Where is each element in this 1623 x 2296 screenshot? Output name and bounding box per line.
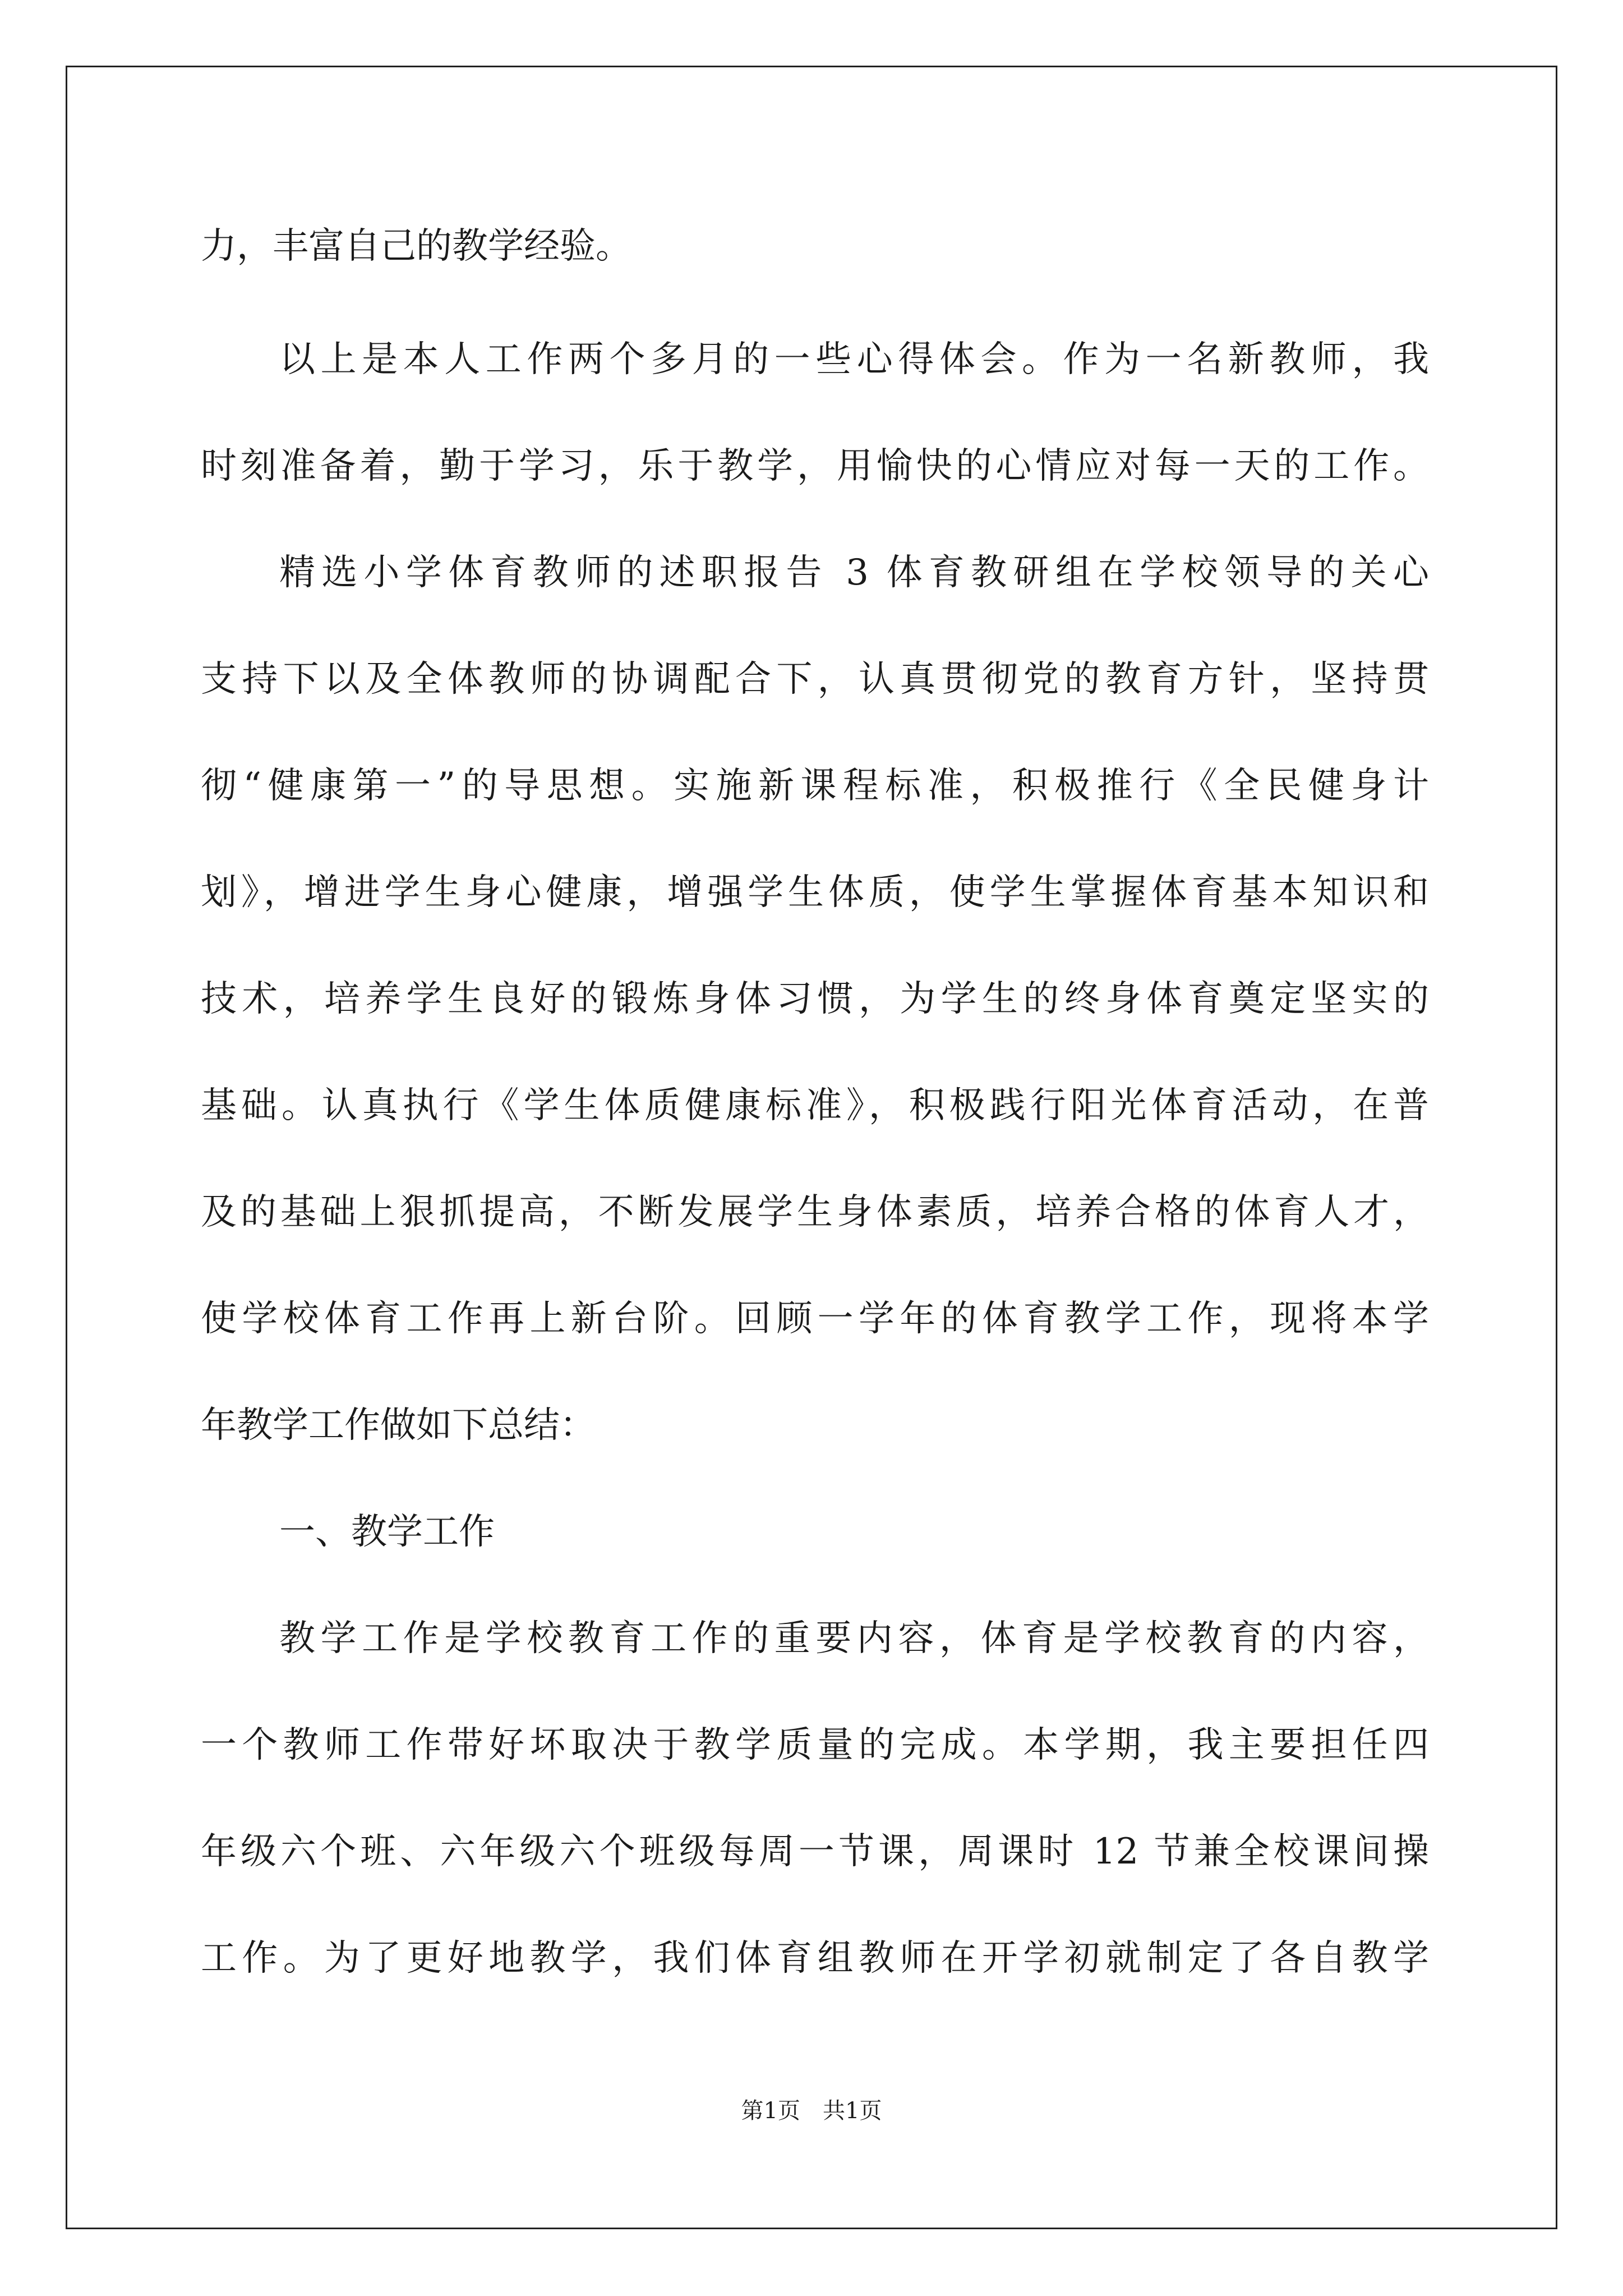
- page-footer: 第1页 共1页: [741, 2098, 882, 2124]
- paragraph-line: 时刻准备着，勤于学习，乐于教学，用愉快的心情应对每一天的工作。: [201, 445, 1429, 487]
- paragraph-line: 支持下以及全体教师的协调配合下，认真贯彻党的教育方针，坚持贯: [201, 659, 1429, 700]
- paragraph-line: 技术，培养学生良好的锻炼身体习惯，为学生的终身体育奠定坚实的: [201, 978, 1429, 1020]
- paragraph-line: 基础。认真执行《学生体质健康标准》，积极践行阳光体育活动，在普: [201, 1085, 1429, 1126]
- paragraph-line: 工作。为了更好地教学，我们体育组教师在开学初就制定了各自教学: [201, 1938, 1429, 1979]
- paragraph-line: 彻“健康第一”的导思想。实施新课程标准，积极推行《全民健身计: [201, 765, 1429, 807]
- paragraph-line: 教学工作是学校教育工作的重要内容，体育是学校教育的内容，: [279, 1618, 1429, 1659]
- section-heading: 一、教学工作: [279, 1511, 495, 1553]
- paragraph-line: 年教学工作做如下总结：: [201, 1405, 596, 1446]
- paragraph-line: 一个教师工作带好坏取决于教学质量的完成。本学期，我主要担任四: [201, 1724, 1429, 1766]
- paragraph-line: 精选小学体育教师的述职报告 3 体育教研组在学校领导的关心: [279, 552, 1429, 593]
- paragraph-line: 使学校体育工作再上新台阶。回顾一学年的体育教学工作，现将本学: [201, 1298, 1429, 1340]
- page-border: [66, 66, 1557, 2229]
- paragraph-line: 划》，增进学生身心健康，增强学生体质，使学生掌握体育基本知识和: [201, 872, 1429, 913]
- paragraph-line: 力，丰富自己的教学经验。: [201, 226, 631, 267]
- paragraph-line: 年级六个班、六年级六个班级每周一节课，周课时 12 节兼全校课间操: [201, 1831, 1429, 1872]
- paragraph-line: 以上是本人工作两个多月的一些心得体会。作为一名新教师，我: [279, 339, 1429, 380]
- paragraph-line: 及的基础上狠抓提高，不断发展学生身体素质，培养合格的体育人才，: [201, 1191, 1429, 1233]
